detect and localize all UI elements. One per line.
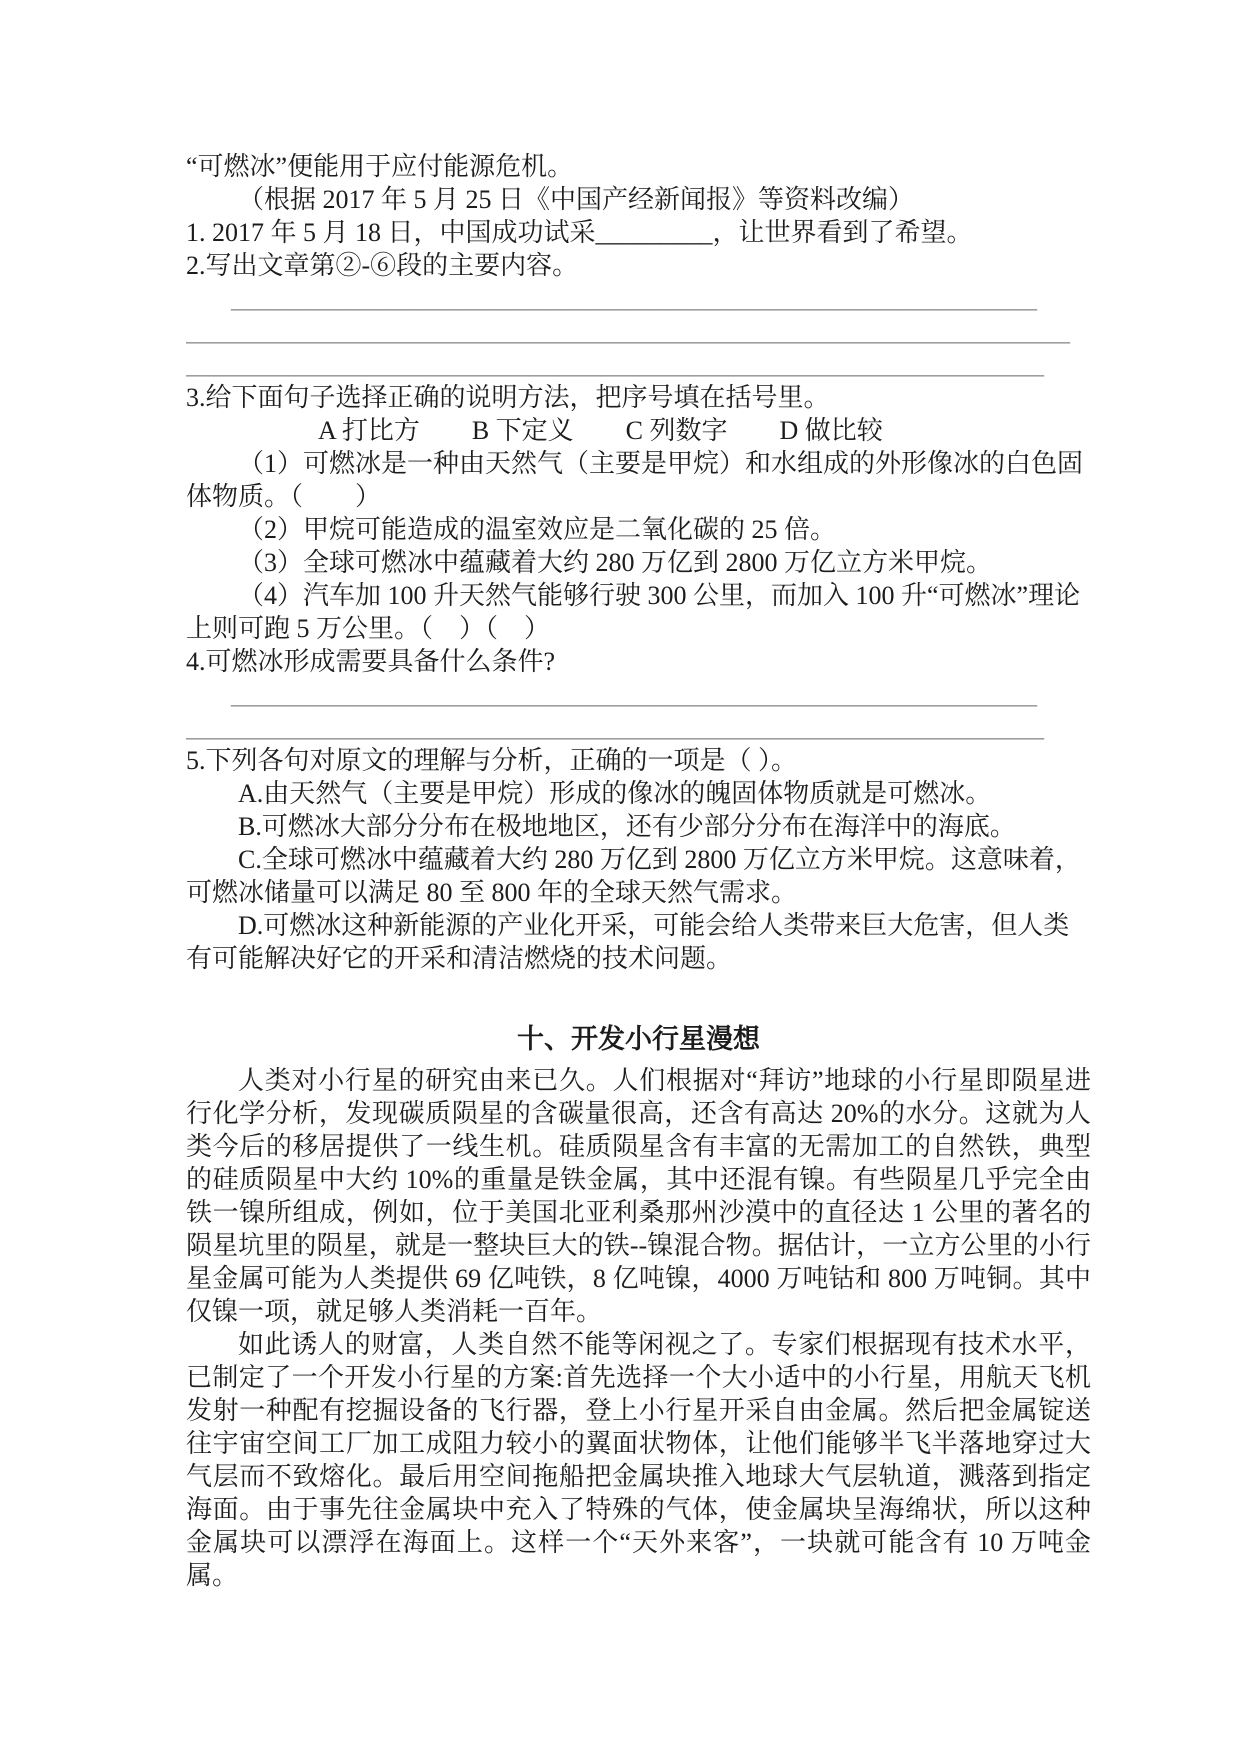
- question-3-item-1: （1）可燃冰是一种由天然气（主要是甲烷）和水组成的外形像冰的白色固体物质。（ ）: [186, 449, 1084, 511]
- question-5-choice-b: B.可燃冰大部分分布在极地地区，还有少部分分布在海洋中的海底。: [238, 812, 1016, 841]
- answer-line: ______________________________________________________________: [231, 284, 1037, 313]
- question-1: 1. 2017 年 5 月 18 日，中国成功试采_________，让世界看到了希望。: [186, 218, 973, 247]
- question-2: 2.写出文章第②-⑥段的主要内容。: [186, 251, 579, 280]
- passage-paragraph-2: 如此诱人的财富，人类自然不能等闲视之了。专家们根据现有技术水平，已制定了一个开发小行星的方案:首先选择一个大小适中的小行星，用航天飞机发射一种配有挖掘设备的飞行器，登上小行星开采自由金属。然后把金属锭送往宇宙空间工厂加工成阻力较小的翼面状物体，让他们能够半飞半落地穿过大气层而不致熔化。最后用空间拖船把金属块推入地球大气层轨道，溅落到指定海面。由于事先往金属块中充入了特殊的气体，使金属块呈海绵状，所以这种金属块可以漂浮在海面上。这样一个“天外来客”，一块就可能含有 10 万吨金属。: [186, 1330, 1091, 1590]
- question-5-choice-d: D.可燃冰这种新能源的产业化开采，可能会给人类带来巨大危害，但人类有可能解决好它的开采和清洁燃烧的技术问题。: [186, 911, 1070, 973]
- question-5-choice-c: C.全球可燃冰中蕴藏着大约 280 万亿到 2800 万亿立方米甲烷。这意味着，可燃冰储量可以满足 80 至 800 年的全球天然气需求。: [186, 845, 1081, 907]
- answer-line: __________________________________________________________________: [186, 350, 1044, 379]
- question-5-choice-a: A.由天然气（主要是甲烷）形成的像冰的魄固体物质就是可燃冰。: [238, 779, 992, 808]
- source-attribution: （根据 2017 年 5 月 25 日《中国产经新闻报》等资料改编）: [238, 185, 915, 214]
- passage-ending-line: “可燃冰”便能用于应付能源危机。: [186, 152, 574, 181]
- question-3-item-4: （4）汽车加 100 升天然气能够行驶 300 公里，而加入 100 升“可燃冰”理论上则可跑 5 万公里。（ ）（ ）: [186, 581, 1081, 643]
- passage-title: 十、开发小行星漫想: [517, 1024, 760, 1054]
- answer-line: ______________________________________________________________: [231, 680, 1037, 709]
- question-3-item-2: （2）甲烷可能造成的温室效应是二氧化碳的 25 倍。: [238, 515, 837, 544]
- answer-line: ____________________________________________________________________: [186, 317, 1070, 346]
- section-questions-combustible-ice: [186, 150, 1091, 975]
- question-3-item-3: （3）全球可燃冰中蕴藏着大约 280 万亿到 2800 万亿立方米甲烷。: [238, 548, 993, 577]
- question-3: 3.给下面句子选择正确的说明方法，把序号填在括号里。: [186, 383, 830, 412]
- question-5: 5.下列各句对原文的理解与分析，正确的一项是（ ）。: [186, 746, 798, 775]
- question-4: 4.可燃冰形成需要具备什么条件?: [186, 647, 556, 676]
- question-3-method-options: A 打比方 B 下定义 C 列数字 D 做比较: [318, 416, 883, 445]
- section-passage-asteroid: [186, 1023, 1091, 1592]
- answer-line: __________________________________________________________________: [186, 713, 1044, 742]
- passage-paragraph-1: 人类对小行星的研究由来已久。人们根据对“拜访”地球的小行星即陨星进行化学分析，发现碳质陨星的含碳量很高，还含有高达 20%的水分。这就为人类今后的移居提供了一线生机。硅质陨星含有丰富的无需加工的自然铁，典型的硅质陨星中大约 10%的重量是铁金属，其中还混有镍。有些陨星几乎完全由铁一镍所组成，例如，位于美国北亚利桑那州沙漠中的直径达 1 公里的著名的陨星坑里的陨星，就是一整块巨大的铁--镍混合物。据估计，一立方公里的小行星金属可能为人类提供 69 亿吨铁，8 亿吨镍，4000 万吨钴和 800 万吨铜。其中仅镍一项，就足够人类消耗一百年。: [186, 1066, 1091, 1326]
